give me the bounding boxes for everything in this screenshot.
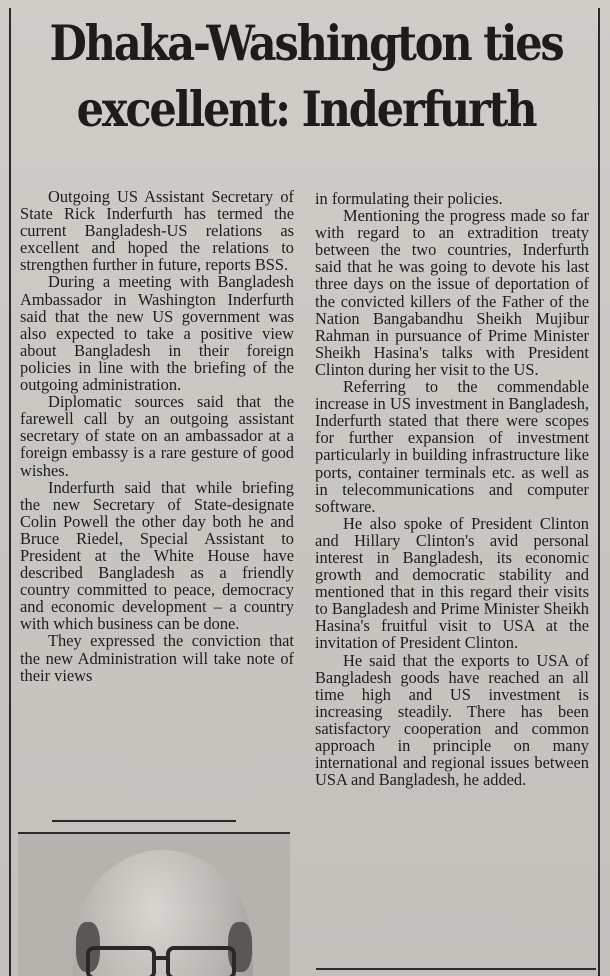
column-rule-left [9,8,11,976]
section-divider-right [316,968,596,970]
paragraph: He also spoke of President Clinton and Hillary Clinton's avid personal interest in Bangladesh, its economic growth and democratic stability and mentioned that in this regard their visits to Bangladesh and Prime Minister Sheikh Hasina's fruitful visit to USA at the invitation of President Clinton. [315,513,589,653]
section-divider [52,820,236,822]
paragraph: During a meeting with Bangladesh Ambassador in Washington Inderfurth said that the new US government was also expected to take a positive view about Bangladesh in their foreign policies in line with the briefing of the outgoing administration. [20,272,294,395]
headline-line-1: Dhaka-Washington ties [49,14,563,72]
paragraph: He said that the exports to USA of Bangladesh goods have reached an all time high and US investment is increasing steadily. There has been satisfactory cooperation and common approach in principle on many international and regional issues between USA and Bangladesh, he added. [315,650,589,790]
headline-line-2: excellent: Inderfurth [76,80,536,138]
portrait-photo [18,832,290,976]
paragraph: in formulating their policies. [315,189,503,208]
paragraph: Diplomatic sources said that the farewell call by an outgoing assistant secretary of state on an ambassador at a foreign embassy is a rare gesture of good wishes. [20,392,294,480]
paragraph: Inderfurth said that while briefing the new Secretary of State-designate Colin Powell the other day both he and Bruce Riedel, Special Assistant to President at the White House have described Bangladesh as a friendly country committed to peace, democracy and economic development – a country with which business can be done. [20,477,294,634]
article-column-right [315,190,589,788]
paragraph: Mentioning the progress made so far with regard to an extradition treaty between the two countries, Inderfurth said that he was going to devote his last three days on the issue of deportation of the convicted killers of the Father of the Nation Bangabandhu Sheikh Mujibur Rahman in pursuance of Prime Minister Sheikh Hasina's talks with President Clinton during her visit to the US. [315,206,589,379]
photo-frame [18,832,290,834]
column-rule-right [598,8,600,976]
paragraph: Outgoing US Assistant Secretary of State Rick Inderfurth has termed the current Bangladesh-US relations as excellent and hoped the relations to strengthen further in future, reports BSS. [20,187,294,275]
article-column-left [20,188,294,684]
glasses-icon [80,946,240,974]
headline [49,10,563,142]
paragraph: Referring to the commendable increase in US investment in Bangladesh, Inderfurth stated that there were scopes for further expansion of investment particularly in building infrastructure like ports, container terminals etc. as well as in telecommunications and computer software. [315,377,589,516]
paragraph: They expressed the conviction that the new Administration will take note of their views [20,631,294,685]
